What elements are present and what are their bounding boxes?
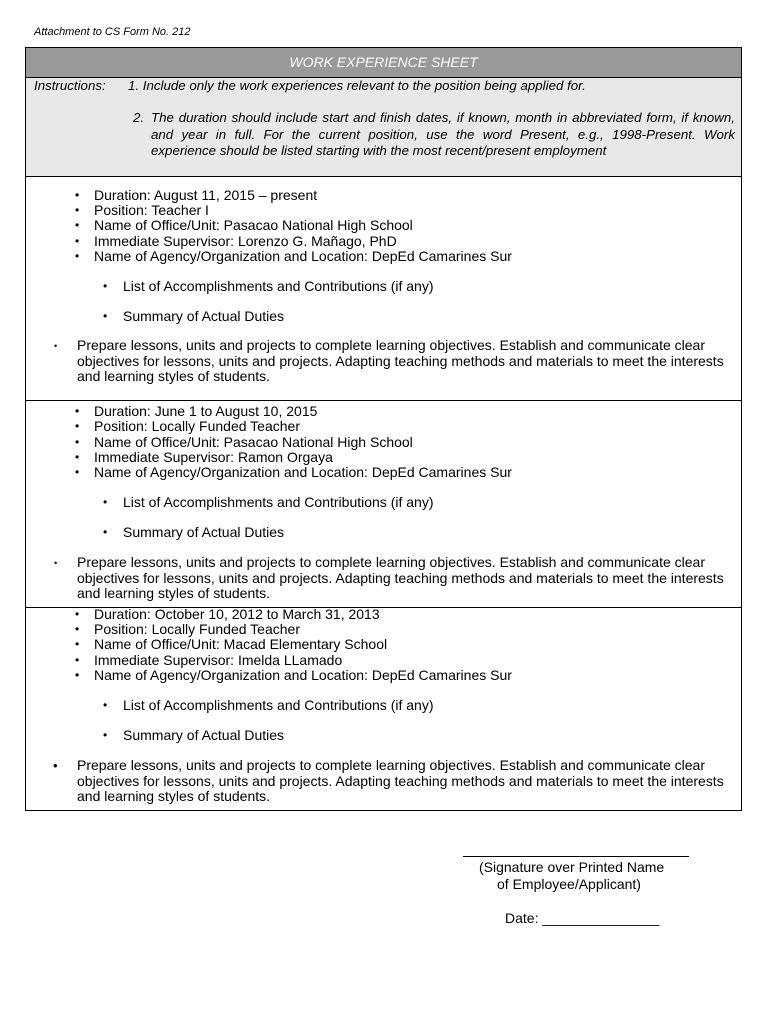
bullet-icon: • [75, 653, 80, 667]
entry-agency: Name of Agency/Organization and Location: DepEd Camarines Sur [94, 248, 512, 264]
bullet-icon: • [75, 249, 80, 263]
entry-duration: Duration: August 11, 2015 – present [94, 187, 318, 203]
bullet-icon: • [75, 203, 80, 217]
entry-agency: Name of Agency/Organization and Location: DepEd Camarines Sur [94, 667, 512, 683]
entry-agency: Name of Agency/Organization and Location: DepEd Camarines Sur [94, 464, 512, 480]
bullet-icon: • [75, 435, 80, 449]
work-entry [26, 608, 741, 813]
bullet-icon: • [75, 419, 80, 433]
entry-supervisor: Immediate Supervisor: Lorenzo G. Mañago, PhD [94, 233, 397, 249]
bullet-icon: • [103, 279, 108, 293]
date-field: Date: _______________ [505, 910, 660, 926]
bullet-icon: • [75, 188, 80, 202]
entry-summary: Summary of Actual Duties [123, 308, 285, 324]
entry-position: Position: Teacher I [94, 202, 209, 218]
bullet-icon: • [75, 607, 80, 621]
entry-supervisor: Immediate Supervisor: Imelda LLamado [94, 652, 343, 668]
entry-summary: Summary of Actual Duties [123, 524, 285, 540]
bullet-icon: • [103, 698, 108, 712]
work-experience-sheet [25, 47, 742, 811]
instruction-item-2-number: 2. [133, 110, 145, 125]
entry-supervisor: Immediate Supervisor: Ramon Orgaya [94, 449, 333, 465]
bullet-icon: • [54, 341, 58, 351]
instruction-item-2: The duration should include start and finish dates, if known, month in abbreviated form, if known, and year in full. For the current position, use the word Present, e.g., 1998-Present. Work experience should be listed starting with the most recent/present employment [151, 110, 735, 158]
entry-accomplishments: List of Accomplishments and Contributions (if any) [123, 697, 434, 713]
bullet-icon: • [75, 234, 80, 248]
entry-accomplishments: List of Accomplishments and Contributions (if any) [123, 278, 434, 294]
signature-caption-1: (Signature over Printed Name [479, 859, 665, 875]
entry-position: Position: Locally Funded Teacher [94, 621, 300, 637]
work-entry [26, 177, 741, 401]
bullet-icon: • [75, 668, 80, 682]
entry-duties: Prepare lessons, units and projects to complete learning objectives. Establish and communicate clear objectives for lessons, units and projects. Adapting teaching methods and materials to meet the interests and learning styles of students. [77, 554, 724, 601]
bullet-icon: • [103, 728, 108, 742]
bullet-icon: • [103, 525, 108, 539]
sheet-title: WORK EXPERIENCE SHEET [26, 48, 741, 78]
bullet-icon: • [75, 218, 80, 232]
entry-duties: Prepare lessons, units and projects to complete learning objectives. Establish and communicate clear objectives for lessons, units and projects. Adapting teaching methods and materials to meet the interests and learning styles of students. [77, 337, 724, 384]
attachment-label: Attachment to CS Form No. 212 [34, 26, 191, 38]
entry-office: Name of Office/Unit: Macad Elementary School [94, 636, 388, 652]
entry-office: Name of Office/Unit: Pasacao National High School [94, 217, 413, 233]
bullet-icon: • [53, 758, 58, 773]
entry-accomplishments: List of Accomplishments and Contributions (if any) [123, 494, 434, 510]
entry-duties: Prepare lessons, units and projects to complete learning objectives. Establish and communicate clear objectives for lessons, units and projects. Adapting teaching methods and materials to meet the interests and learning styles of students. [77, 757, 724, 804]
instructions-label: Instructions: [34, 78, 106, 93]
bullet-icon: • [75, 404, 80, 418]
instruction-item-1: 1. Include only the work experiences relevant to the position being applied for. [128, 78, 586, 93]
instructions-box [26, 78, 741, 177]
bullet-icon: • [103, 309, 108, 323]
entry-duration: Duration: October 10, 2012 to March 31, 2013 [94, 606, 380, 622]
entry-position: Position: Locally Funded Teacher [94, 418, 300, 434]
bullet-icon: • [75, 465, 80, 479]
signature-line [463, 856, 689, 857]
work-entry [26, 401, 741, 608]
bullet-icon: • [103, 495, 108, 509]
bullet-icon: • [75, 622, 80, 636]
bullet-icon: • [75, 637, 80, 651]
bullet-icon: • [75, 450, 80, 464]
entry-summary: Summary of Actual Duties [123, 727, 285, 743]
bullet-icon: • [54, 558, 58, 568]
entry-duration: Duration: June 1 to August 10, 2015 [94, 403, 318, 419]
entry-office: Name of Office/Unit: Pasacao National High School [94, 434, 413, 450]
signature-caption-2: of Employee/Applicant) [497, 876, 641, 892]
